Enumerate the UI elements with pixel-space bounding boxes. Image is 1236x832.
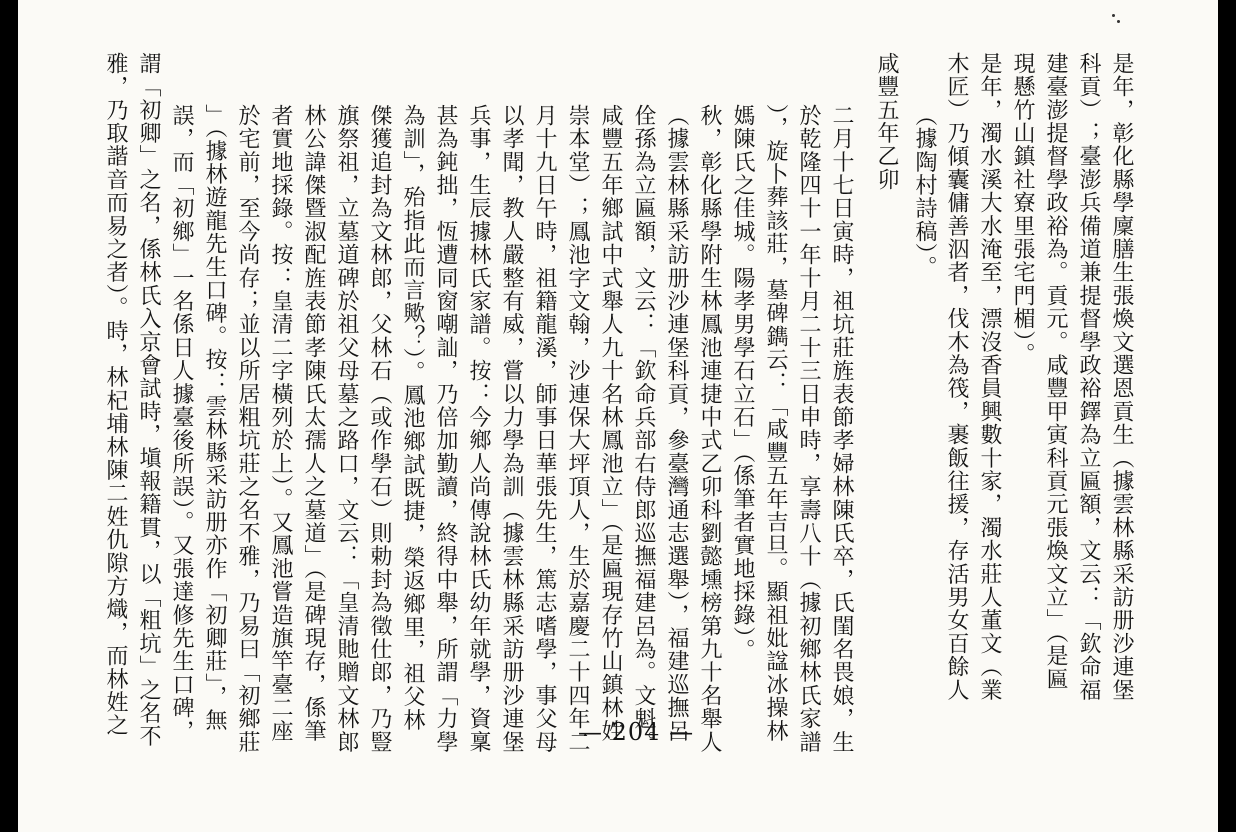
text-column: 者實地採錄。按：皇清二字橫列於上）。又鳳池嘗造旗竿臺二座 [268,104,293,743]
text-column: （據雲林縣采訪册沙連堡科貢，參臺灣通志選舉），福建巡撫呂 [664,104,689,743]
text-column: 是年，濁水溪大水淹至，漂沒香員興數十家，濁水莊人董文（業 [977,52,1002,702]
text-column: 旗祭祖，立墓道碑於祖父母墓之路口，文云：「皇清貤贈文林郎 [334,104,359,754]
text-column: 建臺澎提督學政裕為。貢元。咸豐甲寅科貢元張煥文立」（是匾 [1043,52,1068,691]
text-column: 佺孫為立匾額，文云：「欽命兵部右侍郎巡撫福建呂為。文魁。 [631,104,656,754]
text-column: （據陶村詩稿）。 [912,104,937,279]
text-column: 於乾隆四十一年十月二十三日申時，享壽八十（據初鄉林氏家譜 [796,104,821,754]
text-column: 」（據林遊龍先生口碑。按：雲林縣采訪册亦作「初卿莊」，無 [202,104,227,732]
text-column: 咸豐五年鄉試中式舉人九十名林鳳池立」（是匾現存竹山鎮林姓 [598,104,623,743]
text-column: 二月十七日寅時，祖坑莊旌表節孝婦林陳氏卒，氏閨名畏娘，生 [829,104,854,754]
text-column: 科貢）；臺澎兵備道兼提督學政裕鐸為立匾額，文云：「欽命福 [1076,52,1101,702]
text-column: 林公諱傑暨淑配旌表節孝陳氏太孺人之墓道」（是碑現存，係筆 [301,104,326,743]
text-column: 媽陳氏之佳城。陽孝男學石立石」（係筆者實地採錄）。 [730,104,755,662]
text-column: 於宅前，至今尚存；並以所居粗坑莊之名不雅，乃易曰「初鄉莊 [235,104,260,754]
text-column: 為訓」，殆指此而言歟？）。鳳池鄉試既捷，榮返鄉里，祖父林 [400,104,425,732]
ink-speck [1112,14,1115,17]
text-column: 秋，彰化縣學附生林鳳池連捷中式乙卯科劉懿壎榜第九十名舉人 [697,104,722,754]
text-column: 雅，乃取諧音而易之者）。時，林杞埔林陳二姓仇隙方熾，而林姓之 [103,52,128,737]
text-column: 誤，而「初鄉」一名係日人據臺後所誤）。又張達修先生口碑， [169,104,194,743]
text-column: 現懸竹山鎮社寮里張宅門楣）。 [1010,52,1035,366]
text-column: 謂「初卿」之名，係林氏入京會試時，塡報籍貫，以「粗坑」之名不 [136,52,161,748]
text-column: 木匠）乃傾囊傭善泅者，伐木為筏，裹飯往援，存活男女百餘人 [944,52,969,702]
ink-speck [1117,20,1120,23]
page-number: — 204 — [578,718,695,746]
text-column: 月十九日午時，祖籍龍溪，師事日華張先生，篤志嗜學，事父母 [532,104,557,754]
text-column: 崇本堂）；鳳池字文翰，沙連保大坪頂人，生於嘉慶二十四年二 [565,104,590,754]
text-column: 傑獲追封為文林郎，父林石（或作學石）則勅封為徵仕郎，乃豎 [367,104,392,754]
text-column: 以孝聞，教人嚴整有威，嘗以力學為訓（據雲林縣采訪册沙連堡 [499,104,524,754]
document-page [18,0,1218,832]
text-column: 是年，彰化縣學廩膳生張煥文選恩貢生（據雲林縣采訪册沙連堡 [1109,52,1134,702]
text-column: 甚為鈍拙，恆遭同窗嘲訕，乃倍加勤讀，終得中舉，所謂「力學 [433,104,458,754]
text-column: ），旋卜葬該莊，墓碑鐫云：「咸豐五年吉旦。顯祖妣諡冰操林 [763,104,788,743]
section-heading: 咸豐五年乙卯 [874,52,899,192]
text-column: 兵事，生辰據林氏家譜。按：今鄉人尚傳說林氏幼年就學，資稟 [466,104,491,754]
